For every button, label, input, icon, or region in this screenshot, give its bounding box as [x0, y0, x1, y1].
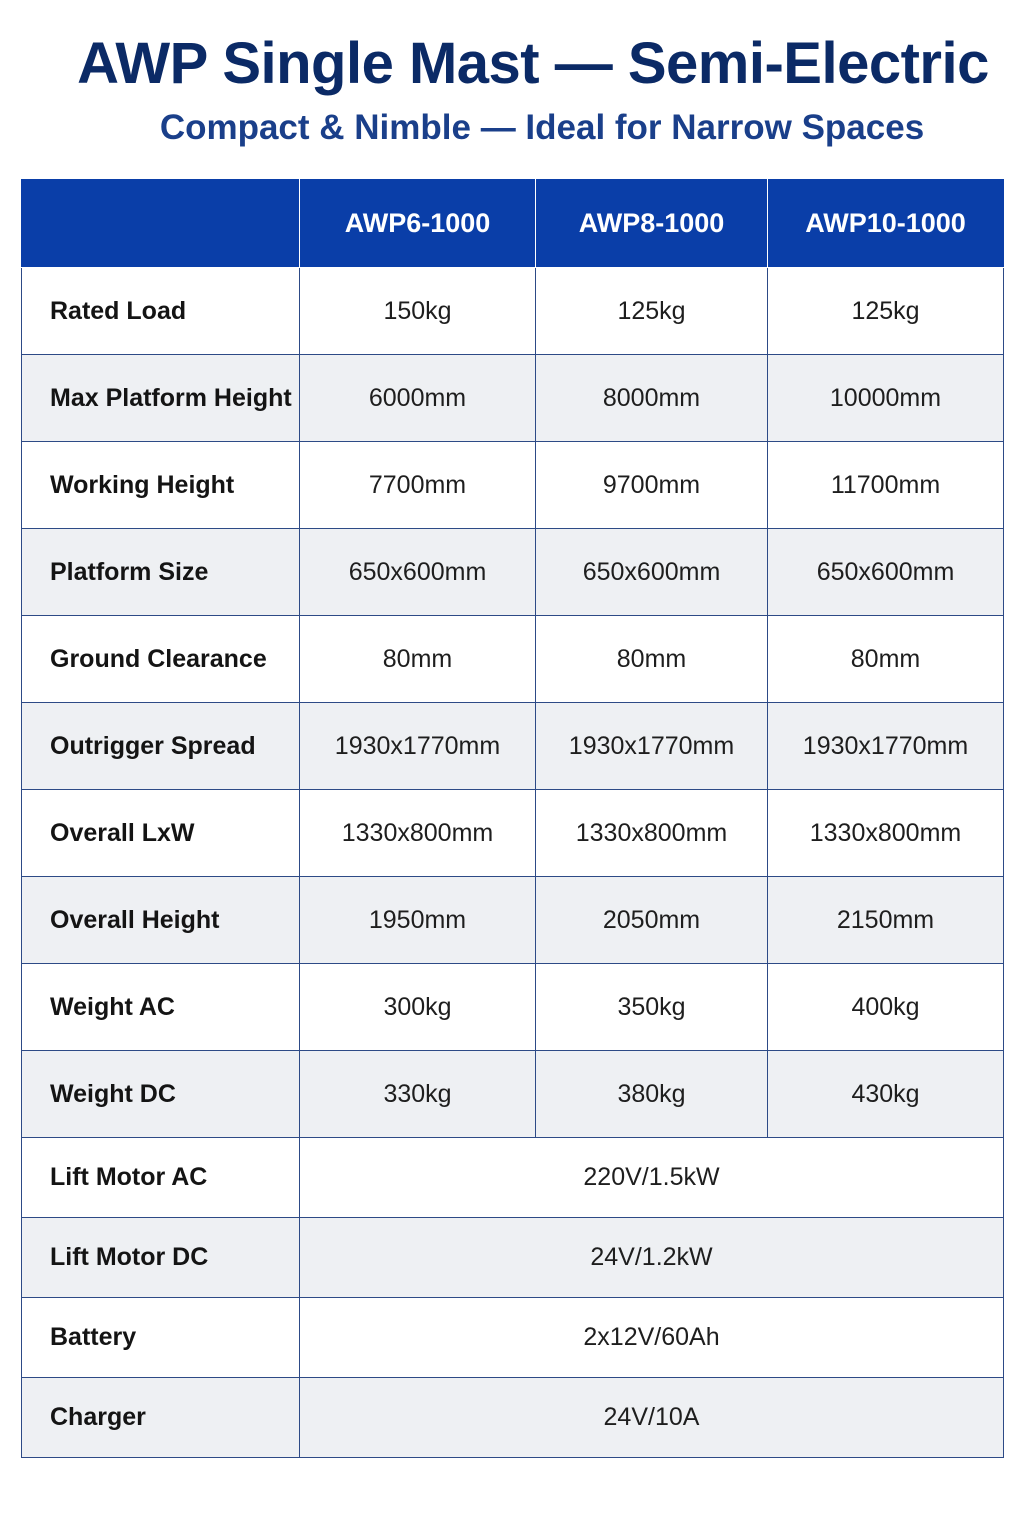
- row-label: Lift Motor AC: [22, 1138, 300, 1218]
- page-title: AWP Single Mast — Semi-Electric: [77, 31, 989, 96]
- header-cell-empty: [22, 180, 300, 268]
- row-label: Overall LxW: [22, 790, 300, 877]
- table-cell: 125kg: [768, 268, 1004, 355]
- table-cell: 2150mm: [768, 877, 1004, 964]
- table-cell: 350kg: [536, 964, 768, 1051]
- table-cell: 1950mm: [300, 877, 536, 964]
- table-cell: 6000mm: [300, 355, 536, 442]
- table-row: [22, 355, 1004, 442]
- row-label: Ground Clearance: [22, 616, 300, 703]
- table-row-shared: [22, 1138, 1004, 1218]
- table-header-row: [22, 180, 1004, 268]
- table-row: [22, 529, 1004, 616]
- row-label: Weight DC: [22, 1051, 300, 1138]
- table-cell: 9700mm: [536, 442, 768, 529]
- table-row-shared: [22, 1218, 1004, 1298]
- table-cell: 300kg: [300, 964, 536, 1051]
- table-cell: 650x600mm: [536, 529, 768, 616]
- table-row: [22, 790, 1004, 877]
- table-cell-shared: 2x12V/60Ah: [300, 1298, 1004, 1378]
- row-label: Battery: [22, 1298, 300, 1378]
- table-cell: 1930x1770mm: [300, 703, 536, 790]
- row-label: Weight AC: [22, 964, 300, 1051]
- table-cell: 330kg: [300, 1051, 536, 1138]
- table-cell: 430kg: [768, 1051, 1004, 1138]
- header-cell-model: AWP8-1000: [536, 180, 768, 268]
- table-row-shared: [22, 1298, 1004, 1378]
- table-row: [22, 964, 1004, 1051]
- table-cell: 380kg: [536, 1051, 768, 1138]
- table-row: [22, 442, 1004, 529]
- row-label: Overall Height: [22, 877, 300, 964]
- table-cell: 10000mm: [768, 355, 1004, 442]
- row-label: Platform Size: [22, 529, 300, 616]
- table-cell: 125kg: [536, 268, 768, 355]
- table-cell: 1330x800mm: [536, 790, 768, 877]
- table-row: [22, 877, 1004, 964]
- table-cell: 1330x800mm: [768, 790, 1004, 877]
- table-row: [22, 616, 1004, 703]
- row-label: Charger: [22, 1378, 300, 1458]
- table-cell: 650x600mm: [300, 529, 536, 616]
- table-cell: 80mm: [300, 616, 536, 703]
- table-cell: 80mm: [536, 616, 768, 703]
- table-cell: 1930x1770mm: [768, 703, 1004, 790]
- table-cell: 1330x800mm: [300, 790, 536, 877]
- table-cell-shared: 220V/1.5kW: [300, 1138, 1004, 1218]
- table-cell: 1930x1770mm: [536, 703, 768, 790]
- table-cell: 400kg: [768, 964, 1004, 1051]
- table-cell: 2050mm: [536, 877, 768, 964]
- table-row: [22, 703, 1004, 790]
- row-label: Rated Load: [22, 268, 300, 355]
- table-cell-shared: 24V/1.2kW: [300, 1218, 1004, 1298]
- table-cell: 7700mm: [300, 442, 536, 529]
- table-cell: 8000mm: [536, 355, 768, 442]
- row-label: Lift Motor DC: [22, 1218, 300, 1298]
- table-cell-shared: 24V/10A: [300, 1378, 1004, 1458]
- page-subtitle: Compact & Nimble — Ideal for Narrow Spaces: [159, 108, 925, 147]
- table-cell: 150kg: [300, 268, 536, 355]
- header-cell-model: AWP10-1000: [768, 180, 1004, 268]
- table-cell: 11700mm: [768, 442, 1004, 529]
- table-cell: 650x600mm: [768, 529, 1004, 616]
- row-label: Max Platform Height: [22, 355, 300, 442]
- row-label: Outrigger Spread: [22, 703, 300, 790]
- table-row: [22, 268, 1004, 355]
- table-row: [22, 1051, 1004, 1138]
- table-row-shared: [22, 1378, 1004, 1458]
- spec-table: [21, 179, 1004, 1458]
- table-cell: 80mm: [768, 616, 1004, 703]
- row-label: Working Height: [22, 442, 300, 529]
- header-cell-model: AWP6-1000: [300, 180, 536, 268]
